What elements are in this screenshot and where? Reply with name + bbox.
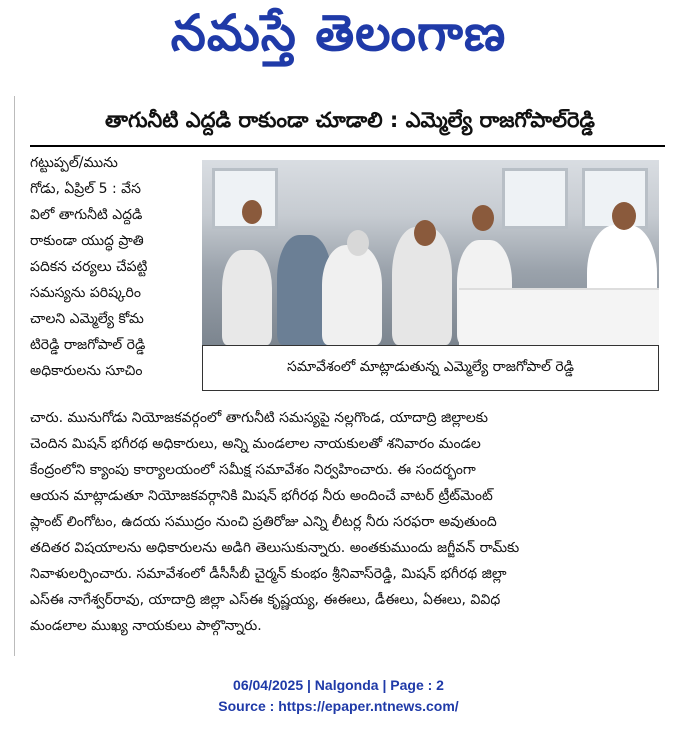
body-line: చెందిన మిషన్‌ భగీరథ అధికారులు, అన్ని మండలాల నాయకులతో శనివారం మండల — [30, 436, 481, 452]
body-line: నివాళులర్పించారు. సమావేశంలో డీసీసీబీ చైర్మన్‌ కుంభం శ్రీనివాస్‌రెడ్డి, మిషన్‌ భగీరథ జిల్లా — [30, 566, 507, 582]
body-line: విలో తాగునీటి ఎద్దడి — [30, 207, 143, 223]
body-line: ఎస్‌ఈ నాగేశ్వర్‌రావు, యాదాద్రి జిల్లా ఎస్‌ఈ కృష్ణయ్య, ఈఈలు, డీఈలు, ఏఈలు, వివిధ — [30, 592, 501, 608]
body-line: ఆయన మాట్లాడుతూ నియోజకవర్గానికి మిషన్‌ భగీరథ నీరు అందించే వాటర్‌ ట్రీట్‌మెంట్‌ — [30, 488, 493, 504]
article-photo — [202, 160, 659, 345]
photo-person — [322, 245, 382, 345]
page-footer — [0, 675, 677, 717]
body-line: కేంద్రంలోని క్యాంపు కార్యాలయంలో సమీక్ష సమావేశం నిర్వహించారు. ఈ సందర్భంగా — [30, 462, 476, 478]
body-line: గట్టుప్పల్‌/మును — [30, 155, 118, 171]
body-line: ప్లాంట్‌ లింగోటం, ఉదయ సముద్రం నుంచి ప్రతిరోజు ఎన్ని లీటర్ల నీరు సరఫరా అవుతుంది — [30, 514, 497, 530]
body-line: చారు. మునుగోడు నియోజకవర్గంలో తాగునీటి సమస్యపై నల్లగొండ, యాదాద్రి జిల్లాలకు — [30, 410, 488, 426]
photo-head — [347, 230, 369, 256]
body-line: రాకుండా యుద్ధ ప్రాతి — [30, 233, 144, 249]
photo-caption: సమావేశంలో మాట్లాడుతున్న ఎమ్మెల్యే రాజగోపాల్‌ రెడ్డి — [287, 358, 574, 375]
body-line: చాలని ఎమ్మెల్యే కోమ — [30, 311, 144, 327]
photo-caption-box — [202, 345, 659, 391]
headline-rule — [30, 145, 665, 147]
body-line: టిరెడ్డి రాజగోపాల్‌ రెడ్డి — [30, 337, 146, 353]
body-line: సమస్యను పరిష్కరిం — [30, 285, 141, 301]
body-line: గోడు, ఏప్రిల్‌ 5 : వేస — [30, 181, 141, 197]
article-headline: తాగునీటి ఎద్దడి రాకుండా చూడాలి : ఎమ్మెల్యే రాజగోపాల్‌రెడ్డి — [105, 108, 595, 132]
photo-table — [459, 288, 659, 345]
body-line: మండలాల ముఖ్య నాయకులు పాల్గొన్నారు. — [30, 618, 262, 634]
page-edge-line — [14, 96, 15, 656]
photo-person — [222, 250, 272, 345]
body-line: పదికన చర్యలు చేపట్టి — [30, 259, 148, 275]
photo-head — [472, 205, 494, 231]
article-body-wide — [30, 405, 665, 639]
photo-head — [242, 200, 262, 224]
newspaper-title: నమస్తే తెలంగాణ — [170, 3, 507, 62]
article-body-narrow — [30, 150, 198, 384]
photo-head — [612, 202, 636, 230]
body-line: తదితర విషయాలను అధికారులను అడిగి తెలుసుకున్నారు. అంతకుముందు జగ్జీవన్‌ రామ్‌కు — [30, 540, 520, 556]
body-line: అధికారులను సూచిం — [30, 363, 143, 379]
masthead — [0, 0, 677, 78]
photo-head — [414, 220, 436, 246]
footer-dateline: 06/04/2025 | Nalgonda | Page : 2 — [233, 677, 444, 693]
photo-window — [502, 168, 568, 229]
footer-source: Source : https://epaper.ntnews.com/ — [218, 698, 459, 714]
